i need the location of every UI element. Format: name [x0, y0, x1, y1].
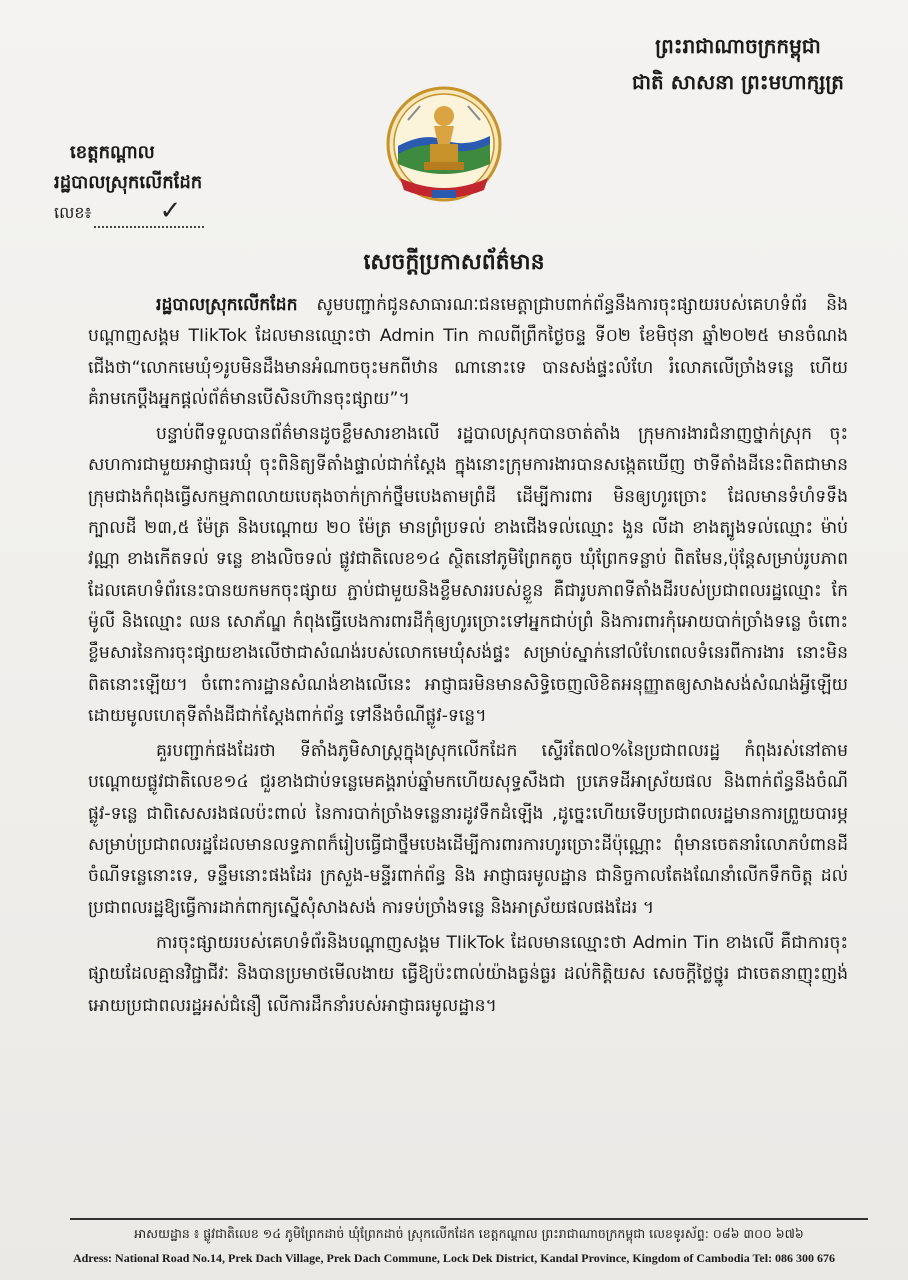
- district-emblem-icon: [384, 86, 504, 212]
- reference-blank: [94, 196, 204, 228]
- document-title: សេចក្តីប្រកាសព័ត៌មាន: [363, 249, 545, 275]
- paragraph-1-lead: រដ្ឋបាលស្រុកលើកដែក: [156, 295, 298, 315]
- address-khmer: អាសយដ្ឋាន ៖ ផ្លូវជាតិលេខ ១៤ ភូមិព្រែកដាច់ ឃុំព្រែកដាច់ ស្រុកលើកដែក ខេត្តកណ្តាល ព្រះរាជាណាចក្រកម្ពុជា លេខទូរស័ព្ទ: ០៨៦ ៣០០ ៦៧៦: [134, 1226, 804, 1241]
- footer-divider: [70, 1218, 868, 1220]
- national-motto: ជាតិ សាសនា ព្រះមហាក្សត្រ: [632, 70, 844, 94]
- paragraph-1-text: សូមបញ្ជាក់ជូនសាធារណៈជនមេត្តាជ្រាបពាក់ព័ន្ធនឹងការចុះផ្សាយរបស់គេហទំព័រ និងបណ្តាញសង្គម TIikTok ដែលមានឈ្មោះថា Admin Tin កាលពីព្រឹកថ្ងៃចន្ទ ទី០២ ខែមិថុនា ឆ្នាំ២០២៥ មានចំណងជើងថា“លោកមេឃុំ១រូបមិនដឹងមានអំណាចចុះមកពីឋាន ណានោះទេ បានសង់ផ្ទះលំហែ រំលោភលើច្រាំងទន្លេ ហើយគំរាមកេប្តឹងអ្នកផ្តល់ព័ត៌មានបើសិនហ៊ានចុះផ្សាយ”។: [88, 295, 848, 409]
- paragraph-2: បន្ទាប់ពីទទួលបានព័ត៌មានដូចខ្លឹមសារខាងលើ រដ្ឋបាលស្រុកបានចាត់តាំង ក្រុមការងារជំនាញថ្នាក់ស្រុក ចុះសហការជាមួយអាជ្ញាធរឃុំ ចុះពិនិត្យទីតាំងផ្ទាល់ជាក់ស្តែង ក្នុងនោះក្រុមការងារបានសង្កេតឃើញ ថាទីតាំងដីនេះពិតជាមានក្រុមជាងកំពុងធ្វើសកម្មភាពលាយបេតុងចាក់ក្រាក់ថ្នឹមបេងតាមព្រំដី ដើម្បីការពារ មិនឲ្យហូរច្រោះ ដែលមានទំហំទទឹងក្បាលដី ២៣,៥ ម៉ែត្រ និងបណ្តោយ ២០ ម៉ែត្រ មានព្រំប្រទល់ ខាងជើងទល់ឈ្មោះ ងួន លីដា ខាងត្បូងទល់ឈ្មោះ ម៉ាប់ វណ្ណា ខាងកើតទល់ ទន្លេ ខាងលិចទល់ ផ្លូវជាតិលេខ១៤ ស្ថិតនៅភូមិព្រែកតូច ឃុំព្រែកទន្លាប់ ពិតមែន,ប៉ុន្តែសម្រាប់រូបភាពដែលគេហទំព័រនេះបានយកមកចុះផ្សាយ ភ្ជាប់ជាមួយនិងខ្លឹមសាររបស់ខ្លួន គឺជារូបភាពទីតាំងដីរបស់ប្រជាពលរដ្ឋឈ្មោះ កែ ម៉ូលី និងឈ្មោះ ឈន សោភ័ណ្ឌ កំពុងធ្វើបេងការពារដីកុំឲ្យហូរច្រោះទៅអ្នកជាប់ព្រំ និងការពារកុំអោយបាក់ច្រាំងទន្លេ ចំពោះខ្លឹមសារនៃការចុះផ្សាយខាងលើថាជាសំណង់របស់លោកមេឃុំសង់ផ្ទះ សម្រាប់ស្នាក់នៅលំហែពេលទំនេរពីការងារ នោះមិនពិតនោះឡើយ។ ចំពោះការដ្ឋានសំណង់ខាងលើនេះ អាជ្ញាធរមិនមានសិទ្ធិចេញលិខិតអនុញ្ញាតឲ្យសាងសង់សំណង់អ្វីឡើយដោយមូលហេតុទីតាំងដីជាក់ស្តែងពាក់ព័ន្ធ ទៅនឹងចំណីផ្លូវ-ទន្លេ។: [88, 424, 848, 726]
- province-name: ខេត្តកណ្តាល: [70, 142, 155, 163]
- check-icon: ✓: [159, 196, 182, 226]
- paragraph-3: គួរបញ្ជាក់ផងដែរថា ទីតាំងភូមិសាស្ត្រក្នុងស្រុកលើកដែក ស្ទើរតែ៧០%នៃប្រជាពលរដ្ឋ កំពុងរស់នៅតាមបណ្តោយផ្លូវជាតិលេខ១៤ ជួរខាងជាប់ទន្លេមេគង្គរាប់ឆ្នាំមកហើយសុទ្ធសឹងជា ប្រភេទដីអាស្រ័យផល និងពាក់ព័ន្ធនឹងចំណីផ្លូវ-ទន្លេ ជាពិសេសរងផលប៉ះពាល់ នៃការបាក់ច្រាំងទន្លេនារដូវទឹកដំឡើង ,ដូច្នេះហើយទើបប្រជាពលរដ្ឋមានការព្រួយបារម្ភសម្រាប់ប្រជាពលរដ្ឋដែលមានលទ្ធភាពក៏រៀបធ្វើជាថ្នឹមបេងដើម្បីការពារការហូរច្រោះដីប៉ុណ្ណោះ ពុំមានចេតនារំលោភបំពានដីចំណីទន្លេនោះទេ, ទន្ទឹមនោះផងដែរ ក្រសួង-មន្ទីរពាក់ព័ន្ធ និង អាជ្ញាធរមូលដ្ឋាន ជានិច្ចកាលតែងណែនាំលើកទឹកចិត្ត ដល់ប្រជាពលរដ្ឋឱ្យធ្វើការដាក់ពាក្យស្នើសុំសាងសង់ ការទប់ច្រាំងទន្លេ និងអាស្រ័យផលផងដែរ ។: [88, 741, 848, 918]
- reference-label: លេខ៖: [54, 203, 92, 222]
- district-admin-name: រដ្ឋបាលស្រុកលើកដែក: [54, 172, 203, 193]
- address-english: Adress: National Road No.14, Prek Dach Village, Prek Dach Commune, Lock Dek District, Kandal Province, Kingdom of Cambodia Tel: 086 300 676: [72, 1251, 836, 1265]
- footer-address: [0, 1222, 908, 1270]
- paragraph-4: ការចុះផ្សាយរបស់គេហទំព័រនិងបណ្តាញសង្គម TIikTok ដែលមានឈ្មោះថា Admin Tin ខាងលើ គឺជាការចុះផ្សាយដែលគ្មានវិជ្ជាជីវៈ និងបានប្រមាថមើលងាយ ធ្វើឱ្យប៉ះពាល់យ៉ាងធ្ងន់ធ្ងរ ដល់កិត្តិយស សេចក្តីថ្លៃថ្នូរ ជាចេតនាញុះញង់ អោយប្រជាពលរដ្ឋអស់ជំនឿ លើការដឹកនាំរបស់អាជ្ញាធរមូលដ្ឋាន។: [88, 932, 848, 1016]
- document-body: [88, 290, 848, 1026]
- paragraph-1: [88, 290, 848, 415]
- kingdom-name: ព្រះរាជាណាចក្រកម្ពុជា: [655, 34, 821, 58]
- issuing-authority: [54, 138, 254, 228]
- reference-number: [54, 198, 254, 228]
- kingdom-motto: [608, 28, 868, 100]
